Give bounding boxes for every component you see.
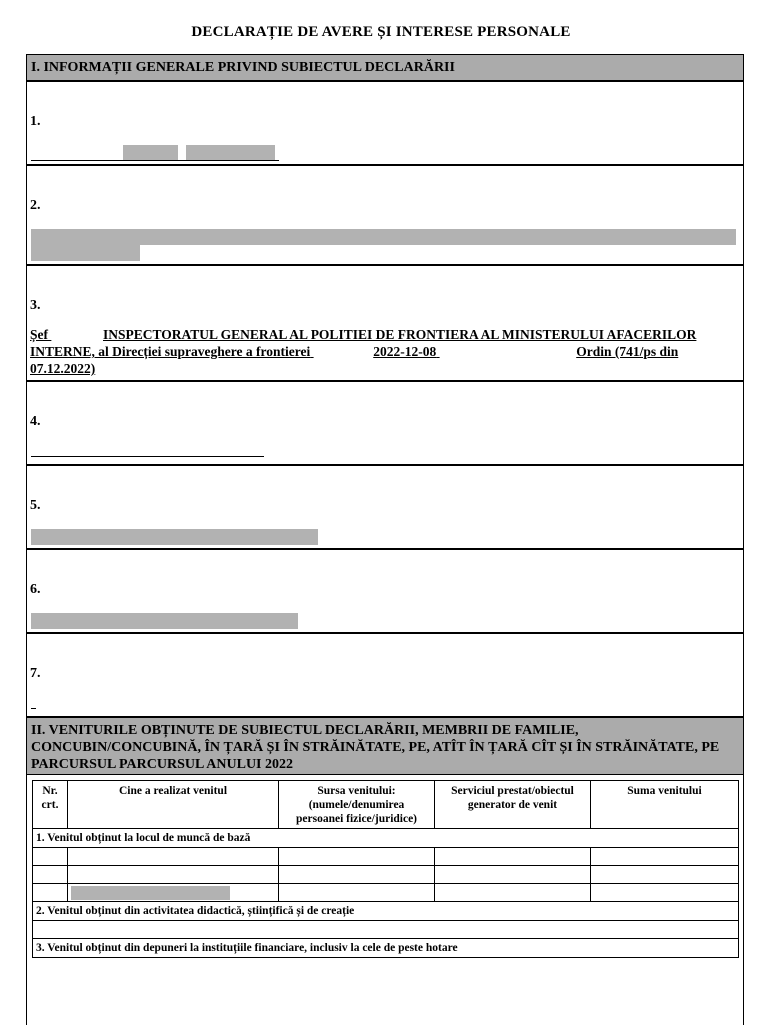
- redacted-first-name: [123, 145, 178, 160]
- column-header-nr: Nr. crt.: [33, 781, 68, 829]
- general-info-row-3: [27, 266, 743, 382]
- position-details: [30, 326, 730, 377]
- subsection-label: 1. Venitul obținut la locul de muncă de bază: [33, 829, 739, 848]
- table-header-row: [33, 781, 739, 829]
- item-number: 7.: [30, 666, 41, 681]
- item-number: 6.: [30, 582, 41, 597]
- general-info-row-7: [27, 634, 743, 716]
- item-number: 4.: [30, 414, 41, 429]
- redacted-cell: [71, 886, 230, 900]
- position-role: Șef: [30, 327, 48, 342]
- redacted-field: [31, 529, 318, 545]
- subsection-row: [33, 939, 739, 958]
- general-info-row-1: [27, 82, 743, 166]
- redacted-field-line-1: [31, 229, 736, 245]
- position-institution: INSPECTORATUL GENERAL AL POLITIEI DE FRONTIERA AL MINISTERULUI AFACERILOR INTERNE, al Direcției supraveghere a frontierei: [30, 327, 697, 359]
- answer-underline: [31, 456, 264, 457]
- column-header-service: Serviciul prestat/obiectul generator de venit: [435, 781, 591, 829]
- redacted-field: [31, 613, 298, 629]
- subsection-label: 2. Venitul obținut din activitatea didactică, științifică și de creație: [33, 902, 739, 921]
- general-info-row-6: [27, 550, 743, 634]
- item-number: 3.: [30, 298, 41, 313]
- table-row: [33, 866, 739, 884]
- general-info-row-2: [27, 166, 743, 266]
- redacted-field-line-2: [31, 245, 140, 261]
- item-number: 5.: [30, 498, 41, 513]
- appointment-order: Ordin (741/ps din 07.12.2022): [30, 344, 679, 376]
- subsection-row: [33, 902, 739, 921]
- subsection-row: [33, 829, 739, 848]
- answer-underline: [31, 708, 36, 709]
- subsection-label: 3. Venitul obținut din depuneri la instituțiile financiare, inclusiv la cele de peste hotare: [33, 939, 739, 958]
- column-header-source: Sursa venitului: (numele/denumirea persoanei fizice/juridice): [279, 781, 435, 829]
- document-title: DECLARAȚIE DE AVERE ȘI INTERESE PERSONALE: [191, 24, 571, 40]
- declaration-form: [26, 54, 744, 1025]
- income-table: [32, 780, 739, 958]
- answer-underline: [31, 160, 279, 161]
- table-row: [33, 848, 739, 866]
- item-number: 1.: [30, 114, 41, 129]
- section-1-heading: I. INFORMAȚII GENERALE PRIVIND SUBIECTUL DECLARĂRII: [27, 55, 743, 82]
- item-number: 2.: [30, 198, 41, 213]
- column-header-amount: Suma venitului: [591, 781, 739, 829]
- redacted-last-name: [186, 145, 275, 160]
- general-info-row-5: [27, 466, 743, 550]
- table-row: [33, 884, 739, 902]
- general-info-row-4: [27, 382, 743, 466]
- appointment-date: 2022-12-08: [373, 344, 437, 359]
- section-2-heading: II. VENITURILE OBȚINUTE DE SUBIECTUL DECLARĂRII, MEMBRII DE FAMILIE, CONCUBIN/CONCUBINĂ, ÎN ȚARĂ ȘI ÎN STRĂINĂTATE, PE, ATÎT ÎN ȚARĂ CÎT ȘI ÎN STRĂINĂTATE, PE PARCURSUL PARCURSUL ANULUI 2022: [27, 716, 743, 775]
- column-header-who: Cine a realizat venitul: [68, 781, 279, 829]
- table-row: [33, 921, 739, 939]
